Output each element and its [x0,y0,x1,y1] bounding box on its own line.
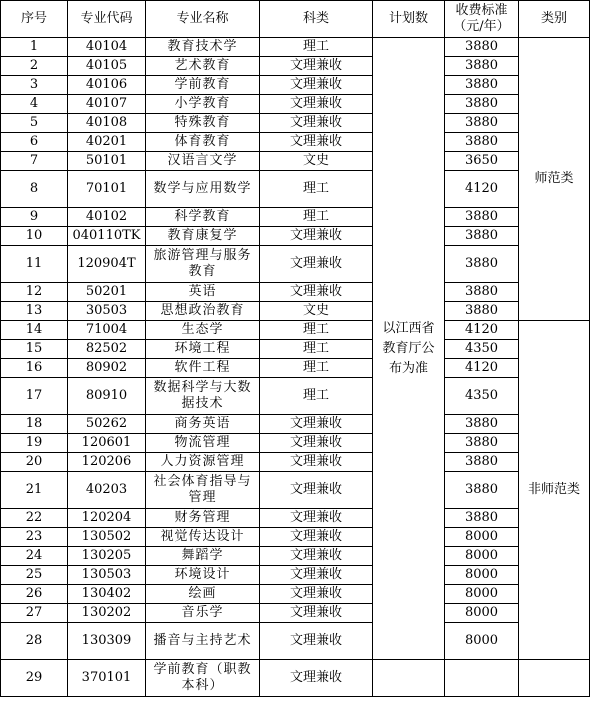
cell-code: 120904T [68,246,146,283]
cell-code: 40104 [68,38,146,57]
cell-no: 10 [1,227,68,246]
cell-type: 文史 [260,152,373,171]
cell-type: 文理兼收 [260,623,373,660]
cell-code: 130502 [68,528,146,547]
cell-fee: 3880 [445,509,519,528]
cell-name: 小学教育 [146,95,260,114]
cell-fee: 3880 [445,283,519,302]
cell-no: 11 [1,246,68,283]
cell-name: 学前教育（职教本科） [146,660,260,697]
cell-name: 思想政治教育 [146,302,260,321]
cell-fee: 4120 [445,321,519,340]
table-row [1,566,590,585]
cell-type: 理工 [260,340,373,359]
cell-type: 文理兼收 [260,472,373,509]
cell-name: 旅游管理与服务教育 [146,246,260,283]
cell-fee: 3880 [445,246,519,283]
cell-code: 40105 [68,57,146,76]
cell-code: 040110TK [68,227,146,246]
category-empty [519,660,590,697]
cell-code: 130309 [68,623,146,660]
cell-name: 数学与应用数学 [146,171,260,208]
cell-fee: 8000 [445,604,519,623]
cell-code: 130202 [68,604,146,623]
cell-code: 130503 [68,566,146,585]
cell-fee: 3880 [445,208,519,227]
cell-fee: 3880 [445,453,519,472]
cell-fee: 3880 [445,38,519,57]
table-row [1,95,590,114]
cell-name: 视觉传达设计 [146,528,260,547]
cell-code: 120601 [68,434,146,453]
cell-no: 21 [1,472,68,509]
cell-name: 财务管理 [146,509,260,528]
cell-type: 文理兼收 [260,453,373,472]
cell-code: 40102 [68,208,146,227]
cell-type: 文理兼收 [260,585,373,604]
cell-type: 理工 [260,378,373,415]
cell-code: 70101 [68,171,146,208]
cell-no: 1 [1,38,68,57]
cell-name: 环境工程 [146,340,260,359]
cell-type: 文理兼收 [260,660,373,697]
table-row [1,359,590,378]
cell-code: 80910 [68,378,146,415]
cell-fee: 3880 [445,415,519,434]
cell-no: 3 [1,76,68,95]
table-row [1,585,590,604]
cell-type: 文理兼收 [260,528,373,547]
cell-name: 体育教育 [146,133,260,152]
header-fee: 收费标准 （元/年） [445,1,519,38]
table-row [1,171,590,208]
cell-code: 40107 [68,95,146,114]
cell-code: 30503 [68,302,146,321]
cell-type: 文理兼收 [260,133,373,152]
header-code: 专业代码 [68,1,146,38]
cell-fee: 8000 [445,528,519,547]
cell-type: 文史 [260,302,373,321]
category-non-normal: 非师范类 [519,321,590,660]
cell-fee: 3880 [445,133,519,152]
cell-code: 120204 [68,509,146,528]
cell-fee: 3880 [445,302,519,321]
cell-no: 14 [1,321,68,340]
cell-no: 29 [1,660,68,697]
cell-fee: 3880 [445,114,519,133]
cell-code: 40108 [68,114,146,133]
cell-code: 130205 [68,547,146,566]
cell-name: 环境设计 [146,566,260,585]
cell-fee: 8000 [445,547,519,566]
cell-code: 50101 [68,152,146,171]
cell-code: 130402 [68,585,146,604]
cell-fee: 4350 [445,340,519,359]
cell-no: 18 [1,415,68,434]
cell-no: 17 [1,378,68,415]
table-row [1,152,590,171]
cell-name: 音乐学 [146,604,260,623]
cell-type: 文理兼收 [260,283,373,302]
cell-fee: 3880 [445,76,519,95]
cell-name: 艺术教育 [146,57,260,76]
plan-note: 以江西省教育厅公布为准 [373,38,445,660]
table-row [1,623,590,660]
cell-type: 文理兼收 [260,227,373,246]
cell-code: 40201 [68,133,146,152]
table-row [1,114,590,133]
cell-name: 商务英语 [146,415,260,434]
cell-no: 13 [1,302,68,321]
cell-code: 50201 [68,283,146,302]
cell-no: 27 [1,604,68,623]
table-row [1,133,590,152]
cell-type: 文理兼收 [260,566,373,585]
table-body [1,38,590,697]
table-row [1,472,590,509]
header-no: 序号 [1,1,68,38]
cell-type: 理工 [260,359,373,378]
plan-empty [373,660,445,697]
table-row [1,302,590,321]
cell-name: 学前教育 [146,76,260,95]
table-row [1,76,590,95]
cell-no: 2 [1,57,68,76]
cell-type: 文理兼收 [260,415,373,434]
cell-no: 22 [1,509,68,528]
cell-name: 绘画 [146,585,260,604]
table-row [1,453,590,472]
cell-fee: 3880 [445,472,519,509]
table-row [1,38,590,57]
cell-name: 数据科学与大数据技术 [146,378,260,415]
cell-no: 12 [1,283,68,302]
cell-type: 文理兼收 [260,434,373,453]
cell-code: 40106 [68,76,146,95]
header-category: 类别 [519,1,590,38]
category-normal: 师范类 [519,38,590,321]
cell-no: 15 [1,340,68,359]
cell-fee: 3880 [445,227,519,246]
cell-name: 教育康复学 [146,227,260,246]
cell-fee [445,660,519,697]
header-row [1,1,590,38]
cell-no: 16 [1,359,68,378]
cell-type: 文理兼收 [260,509,373,528]
table-row [1,246,590,283]
cell-name: 社会体育指导与管理 [146,472,260,509]
cell-code: 120206 [68,453,146,472]
table-row [1,660,590,697]
cell-code: 80902 [68,359,146,378]
cell-no: 20 [1,453,68,472]
table-row [1,283,590,302]
cell-code: 50262 [68,415,146,434]
cell-fee: 8000 [445,585,519,604]
cell-fee: 4120 [445,359,519,378]
cell-fee: 3880 [445,434,519,453]
header-name: 专业名称 [146,1,260,38]
table-row [1,57,590,76]
table-row [1,604,590,623]
header-plan: 计划数 [373,1,445,38]
cell-fee: 8000 [445,566,519,585]
table-row [1,528,590,547]
table-row [1,509,590,528]
cell-name: 特殊教育 [146,114,260,133]
cell-no: 25 [1,566,68,585]
cell-type: 文理兼收 [260,547,373,566]
cell-name: 物流管理 [146,434,260,453]
cell-type: 文理兼收 [260,57,373,76]
cell-name: 播音与主持艺术 [146,623,260,660]
table-row [1,208,590,227]
table-row [1,434,590,453]
cell-fee: 3880 [445,57,519,76]
cell-no: 24 [1,547,68,566]
cell-no: 8 [1,171,68,208]
cell-code: 370101 [68,660,146,697]
cell-code: 71004 [68,321,146,340]
table-row [1,415,590,434]
cell-name: 科学教育 [146,208,260,227]
cell-type: 文理兼收 [260,95,373,114]
cell-no: 7 [1,152,68,171]
table-row [1,547,590,566]
cell-no: 26 [1,585,68,604]
cell-fee: 3650 [445,152,519,171]
table-row [1,340,590,359]
cell-no: 4 [1,95,68,114]
cell-type: 文理兼收 [260,76,373,95]
cell-no: 5 [1,114,68,133]
cell-name: 汉语言文学 [146,152,260,171]
cell-fee: 4350 [445,378,519,415]
cell-type: 理工 [260,208,373,227]
cell-fee: 4120 [445,171,519,208]
cell-name: 人力资源管理 [146,453,260,472]
cell-type: 理工 [260,38,373,57]
cell-name: 软件工程 [146,359,260,378]
cell-code: 82502 [68,340,146,359]
cell-type: 理工 [260,321,373,340]
cell-no: 6 [1,133,68,152]
cell-name: 英语 [146,283,260,302]
header-type: 科类 [260,1,373,38]
cell-name: 舞蹈学 [146,547,260,566]
cell-name: 生态学 [146,321,260,340]
table-row [1,321,590,340]
cell-no: 28 [1,623,68,660]
cell-no: 9 [1,208,68,227]
cell-no: 19 [1,434,68,453]
cell-type: 文理兼收 [260,114,373,133]
cell-type: 文理兼收 [260,246,373,283]
cell-type: 文理兼收 [260,604,373,623]
cell-no: 23 [1,528,68,547]
cell-type: 理工 [260,171,373,208]
table-row [1,227,590,246]
cell-fee: 8000 [445,623,519,660]
table-row [1,378,590,415]
cell-code: 40203 [68,472,146,509]
cell-fee: 3880 [445,95,519,114]
cell-name: 教育技术学 [146,38,260,57]
